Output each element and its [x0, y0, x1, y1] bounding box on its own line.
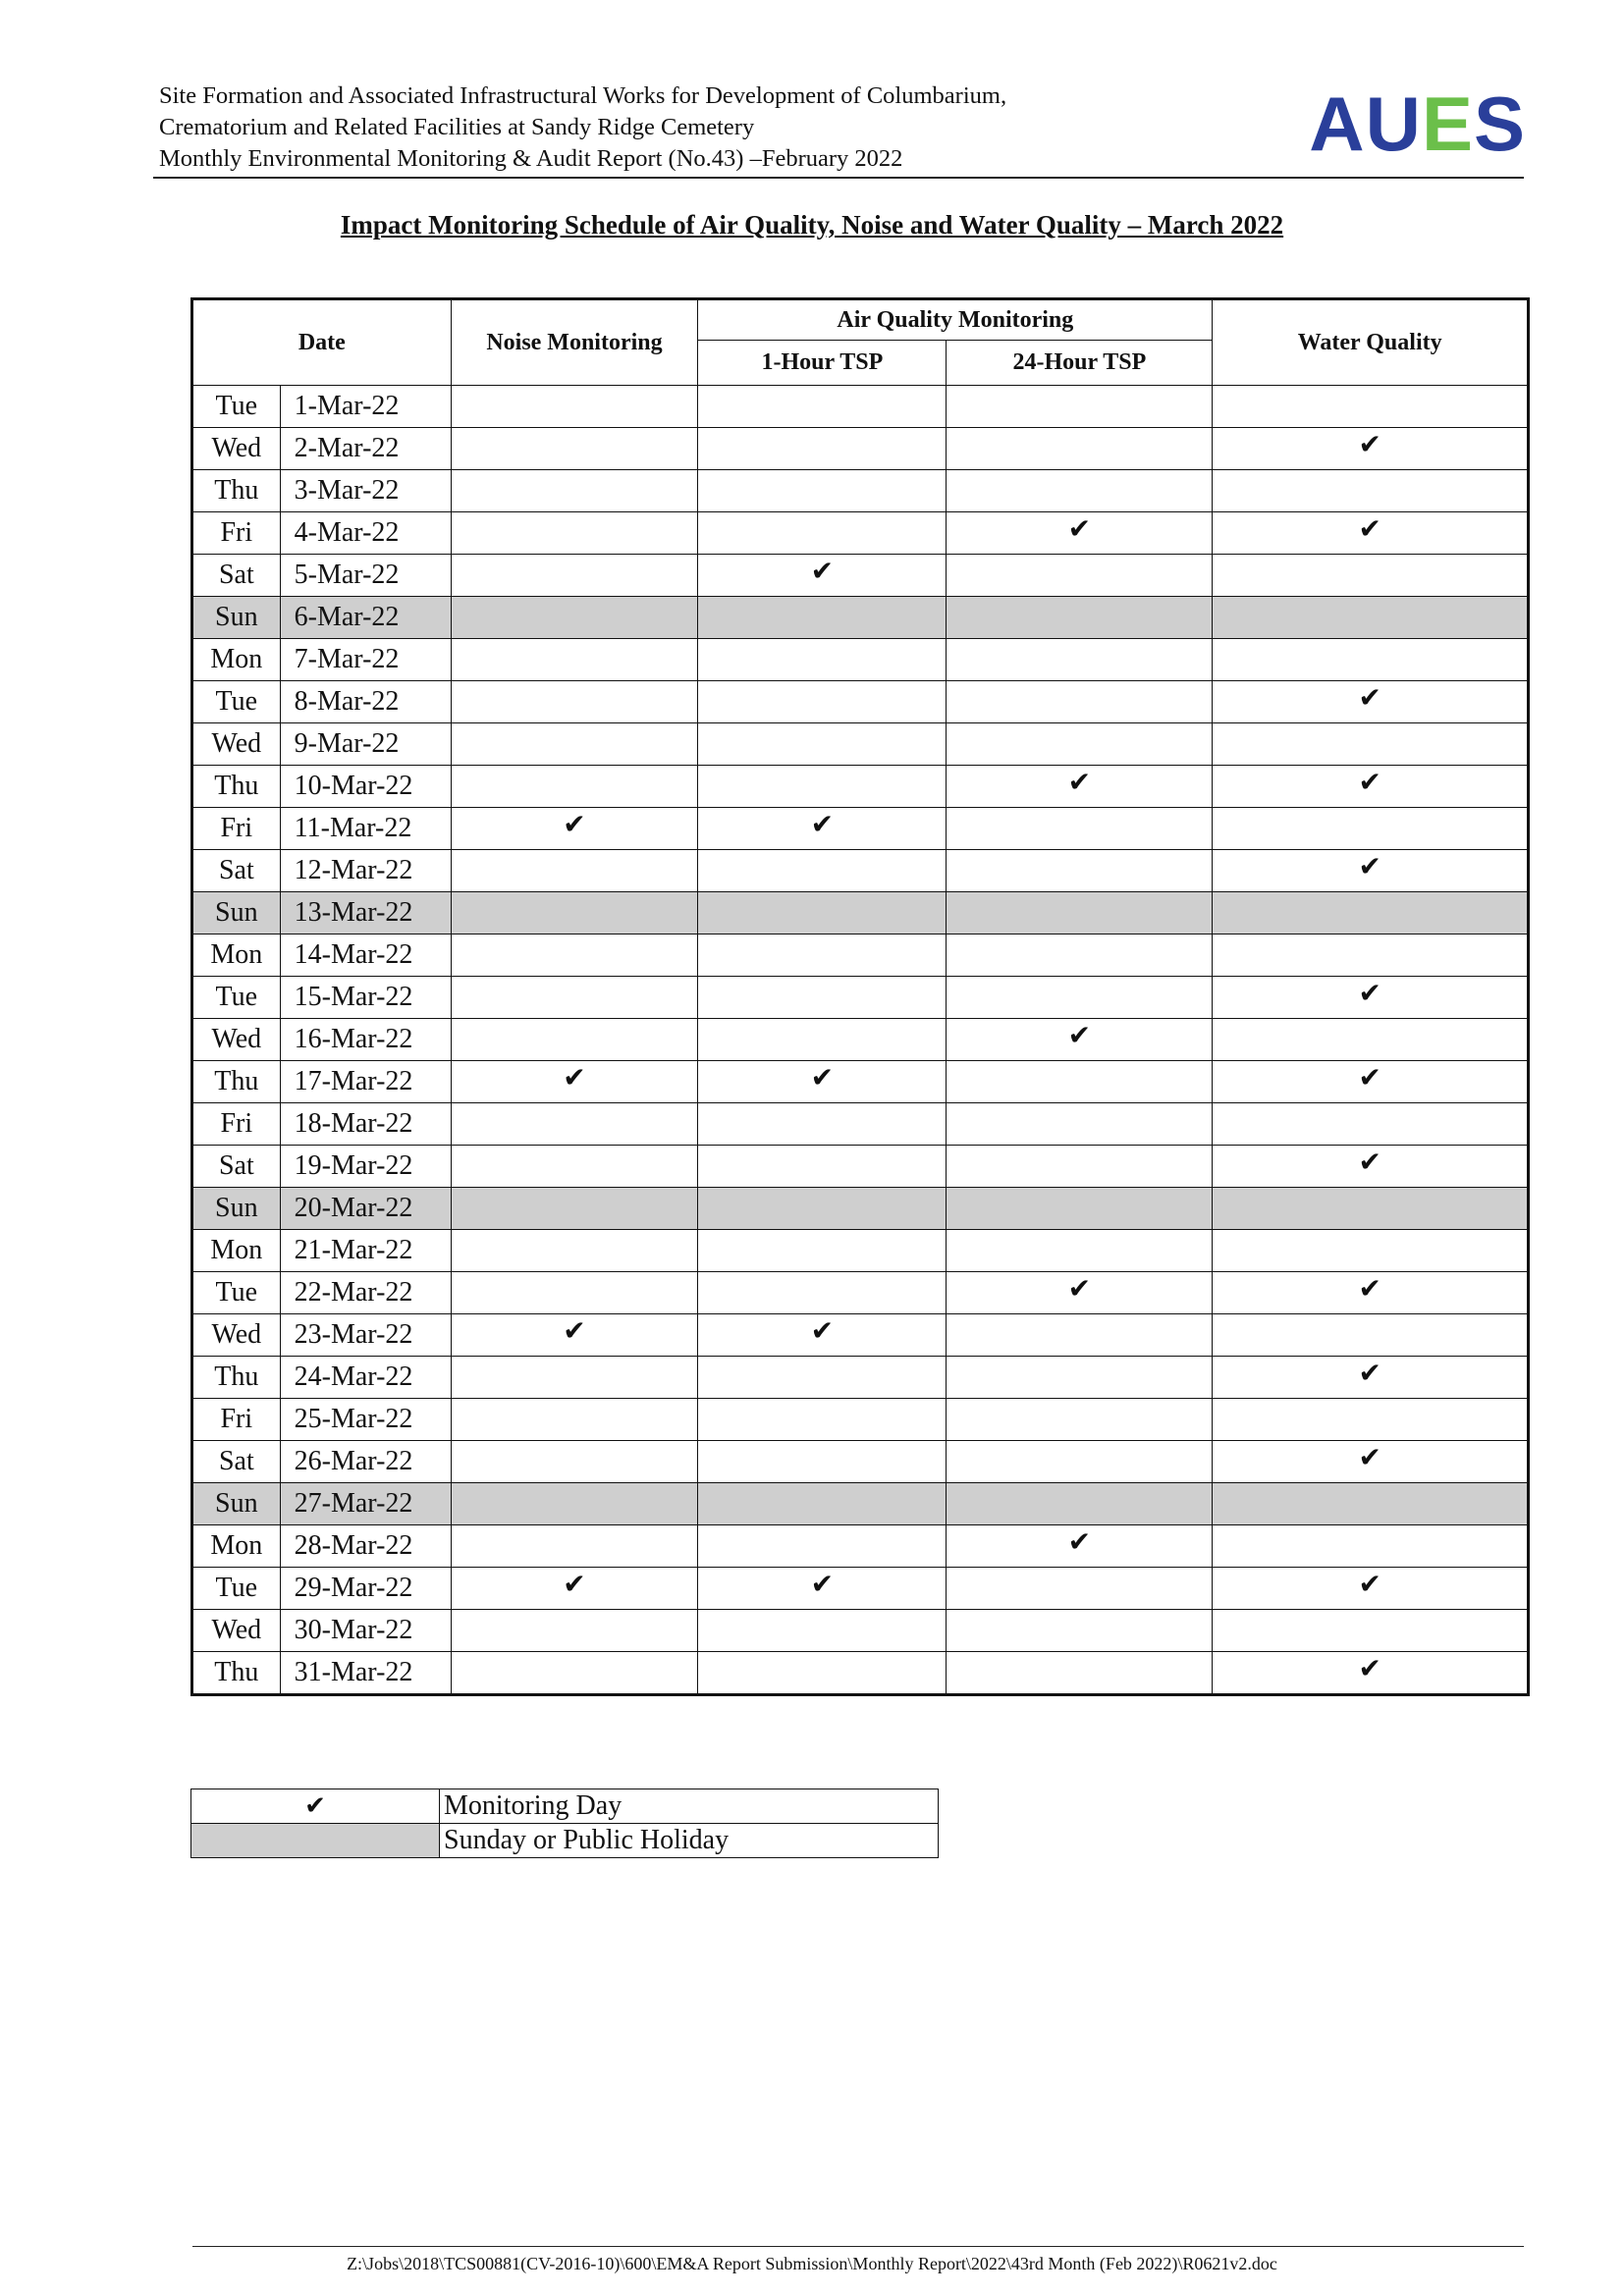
noise-cell: [451, 723, 698, 766]
table-row: [192, 512, 1529, 555]
checkmark-icon: ✔: [1358, 681, 1381, 714]
day-cell: Sun: [192, 1483, 281, 1525]
day-cell: Sat: [192, 1441, 281, 1483]
date-cell: 5-Mar-22: [280, 555, 451, 597]
table-row: [192, 386, 1529, 428]
water-quality-cell: [1213, 1146, 1529, 1188]
header-air-quality: Air Quality Monitoring: [698, 299, 1213, 341]
checkmark-icon: ✔: [810, 1314, 835, 1347]
date-cell: 17-Mar-22: [280, 1061, 451, 1103]
noise-cell: [451, 977, 698, 1019]
header-line-2: Crematorium and Related Facilities at Sandy Ridge Cemetery: [159, 114, 755, 140]
day-cell: Mon: [192, 1525, 281, 1568]
table-row: [192, 723, 1529, 766]
noise-cell: [451, 1610, 698, 1652]
water-quality-cell: [1213, 1314, 1529, 1357]
date-cell: 30-Mar-22: [280, 1610, 451, 1652]
checkmark-icon: ✔: [1067, 1272, 1092, 1305]
noise-cell: [451, 934, 698, 977]
noise-cell: [451, 808, 698, 850]
table-row: [192, 1019, 1529, 1061]
water-quality-cell: [1213, 1441, 1529, 1483]
tsp-24hour-cell: [947, 1568, 1213, 1610]
table-row: [192, 1230, 1529, 1272]
table-row: [192, 1568, 1529, 1610]
table-row: [192, 1483, 1529, 1525]
tsp-1hour-cell: [698, 1610, 947, 1652]
tsp-1hour-cell: [698, 892, 947, 934]
checkmark-icon: ✔: [1358, 1272, 1381, 1305]
checkmark-icon: ✔: [1358, 766, 1381, 798]
noise-cell: [451, 1188, 698, 1230]
noise-cell: [451, 1272, 698, 1314]
date-cell: 21-Mar-22: [280, 1230, 451, 1272]
tsp-1hour-cell: [698, 808, 947, 850]
date-cell: 20-Mar-22: [280, 1188, 451, 1230]
date-cell: 24-Mar-22: [280, 1357, 451, 1399]
noise-cell: [451, 1483, 698, 1525]
day-cell: Wed: [192, 1314, 281, 1357]
noise-cell: [451, 470, 698, 512]
tsp-1hour-cell: [698, 766, 947, 808]
logo-part-3: S: [1473, 80, 1526, 167]
water-quality-cell: [1213, 1019, 1529, 1061]
day-cell: Thu: [192, 766, 281, 808]
water-quality-cell: [1213, 1525, 1529, 1568]
tsp-1hour-cell: [698, 1568, 947, 1610]
tsp-24hour-cell: [947, 1019, 1213, 1061]
water-quality-cell: [1213, 1399, 1529, 1441]
legend-holiday-label: Sunday or Public Holiday: [440, 1824, 939, 1858]
checkmark-icon: ✔: [1358, 977, 1381, 1009]
water-quality-cell: [1213, 681, 1529, 723]
page-title-wrap: [0, 210, 1624, 240]
aues-logo: [1309, 80, 1526, 167]
checkmark-icon: ✔: [1358, 1568, 1381, 1600]
legend-row-holiday: [191, 1824, 939, 1858]
checkmark-icon: ✔: [1358, 1441, 1381, 1473]
water-quality-cell: [1213, 1103, 1529, 1146]
tsp-1hour-cell: [698, 850, 947, 892]
day-cell: Sat: [192, 1146, 281, 1188]
header-noise: Noise Monitoring: [451, 299, 698, 386]
date-cell: 16-Mar-22: [280, 1019, 451, 1061]
header-1hour-tsp: 1-Hour TSP: [698, 341, 947, 386]
tsp-1hour-cell: [698, 470, 947, 512]
checkmark-icon: ✔: [1358, 1146, 1381, 1178]
date-cell: 31-Mar-22: [280, 1652, 451, 1695]
tsp-1hour-cell: [698, 1146, 947, 1188]
header-line-1: Site Formation and Associated Infrastructural Works for Development of Columbarium,: [159, 82, 1007, 109]
checkmark-icon: ✔: [1358, 850, 1381, 882]
water-quality-cell: [1213, 386, 1529, 428]
tsp-24hour-cell: [947, 1103, 1213, 1146]
tsp-1hour-cell: [698, 723, 947, 766]
day-cell: Thu: [192, 470, 281, 512]
date-cell: 19-Mar-22: [280, 1146, 451, 1188]
noise-cell: [451, 1525, 698, 1568]
checkmark-icon: ✔: [563, 1568, 586, 1600]
header-line-3: Monthly Environmental Monitoring & Audit Report (No.43) –February 2022: [159, 145, 903, 172]
tsp-24hour-cell: [947, 386, 1213, 428]
legend-monitoring-label: Monitoring Day: [440, 1789, 939, 1824]
tsp-24hour-cell: [947, 766, 1213, 808]
tsp-1hour-cell: [698, 428, 947, 470]
day-cell: Mon: [192, 934, 281, 977]
date-cell: 15-Mar-22: [280, 977, 451, 1019]
day-cell: Wed: [192, 1610, 281, 1652]
table-row: [192, 1061, 1529, 1103]
day-cell: Sat: [192, 850, 281, 892]
checkmark-icon: ✔: [1067, 512, 1092, 545]
water-quality-cell: [1213, 934, 1529, 977]
noise-cell: [451, 1568, 698, 1610]
table-row: [192, 639, 1529, 681]
tsp-1hour-cell: [698, 597, 947, 639]
table-row: [192, 428, 1529, 470]
tsp-24hour-cell: [947, 1441, 1213, 1483]
water-quality-cell: [1213, 1568, 1529, 1610]
monitoring-schedule-table: [190, 297, 1530, 1696]
noise-cell: [451, 892, 698, 934]
schedule-body: [192, 386, 1529, 1695]
day-cell: Sat: [192, 555, 281, 597]
tsp-1hour-cell: [698, 1357, 947, 1399]
water-quality-cell: [1213, 850, 1529, 892]
table-row: [192, 555, 1529, 597]
table-row: [192, 850, 1529, 892]
table-row: [192, 1146, 1529, 1188]
noise-cell: [451, 1103, 698, 1146]
noise-cell: [451, 555, 698, 597]
tsp-24hour-cell: [947, 681, 1213, 723]
water-quality-cell: [1213, 766, 1529, 808]
day-cell: Sun: [192, 892, 281, 934]
checkmark-icon: ✔: [810, 555, 835, 587]
date-cell: 23-Mar-22: [280, 1314, 451, 1357]
legend-table: [190, 1789, 939, 1858]
tsp-1hour-cell: [698, 1019, 947, 1061]
tsp-24hour-cell: [947, 1610, 1213, 1652]
checkmark-icon: ✔: [1067, 1019, 1092, 1051]
tsp-24hour-cell: [947, 1357, 1213, 1399]
table-row: [192, 977, 1529, 1019]
table-row: [192, 597, 1529, 639]
water-quality-cell: [1213, 723, 1529, 766]
header-water-quality: Water Quality: [1213, 299, 1529, 386]
date-cell: 14-Mar-22: [280, 934, 451, 977]
legend-row-monitoring: [191, 1789, 939, 1824]
day-cell: Tue: [192, 681, 281, 723]
tsp-1hour-cell: [698, 1272, 947, 1314]
water-quality-cell: [1213, 1652, 1529, 1695]
header-24hour-tsp: 24-Hour TSP: [947, 341, 1213, 386]
day-cell: Fri: [192, 808, 281, 850]
date-cell: 13-Mar-22: [280, 892, 451, 934]
noise-cell: [451, 1230, 698, 1272]
tsp-24hour-cell: [947, 1314, 1213, 1357]
day-cell: Wed: [192, 1019, 281, 1061]
table-row: [192, 1188, 1529, 1230]
date-cell: 6-Mar-22: [280, 597, 451, 639]
logo-part-1: AU: [1309, 80, 1422, 167]
noise-cell: [451, 386, 698, 428]
checkmark-icon: ✔: [563, 1314, 586, 1347]
day-cell: Fri: [192, 1399, 281, 1441]
table-row: [192, 808, 1529, 850]
tsp-1hour-cell: [698, 1483, 947, 1525]
page-title: Impact Monitoring Schedule of Air Quality, Noise and Water Quality – March 2022: [340, 210, 1284, 240]
tsp-24hour-cell: [947, 597, 1213, 639]
tsp-1hour-cell: [698, 681, 947, 723]
tsp-1hour-cell: [698, 1061, 947, 1103]
logo-part-2: E: [1421, 80, 1474, 167]
day-cell: Thu: [192, 1357, 281, 1399]
water-quality-cell: [1213, 1188, 1529, 1230]
checkmark-icon: ✔: [1067, 766, 1092, 798]
checkmark-icon: ✔: [1358, 1652, 1381, 1684]
tsp-24hour-cell: [947, 1483, 1213, 1525]
date-cell: 4-Mar-22: [280, 512, 451, 555]
checkmark-icon: ✔: [563, 808, 586, 840]
date-cell: 11-Mar-22: [280, 808, 451, 850]
day-cell: Thu: [192, 1652, 281, 1695]
tsp-24hour-cell: [947, 934, 1213, 977]
water-quality-cell: [1213, 1483, 1529, 1525]
tsp-1hour-cell: [698, 512, 947, 555]
table-row: [192, 934, 1529, 977]
tsp-24hour-cell: [947, 1188, 1213, 1230]
table-row: [192, 1610, 1529, 1652]
water-quality-cell: [1213, 428, 1529, 470]
tsp-24hour-cell: [947, 1146, 1213, 1188]
day-cell: Fri: [192, 1103, 281, 1146]
footer-divider: [192, 2246, 1524, 2247]
table-row: [192, 1441, 1529, 1483]
noise-cell: [451, 681, 698, 723]
day-cell: Mon: [192, 1230, 281, 1272]
tsp-24hour-cell: [947, 470, 1213, 512]
tsp-1hour-cell: [698, 639, 947, 681]
day-cell: Tue: [192, 977, 281, 1019]
noise-cell: [451, 1399, 698, 1441]
noise-cell: [451, 1357, 698, 1399]
tsp-24hour-cell: [947, 512, 1213, 555]
water-quality-cell: [1213, 555, 1529, 597]
checkmark-icon: ✔: [810, 808, 835, 840]
date-cell: 22-Mar-22: [280, 1272, 451, 1314]
date-cell: 1-Mar-22: [280, 386, 451, 428]
table-row: [192, 766, 1529, 808]
checkmark-icon: ✔: [1067, 1525, 1092, 1558]
tsp-24hour-cell: [947, 1525, 1213, 1568]
holiday-swatch: [191, 1824, 440, 1858]
water-quality-cell: [1213, 808, 1529, 850]
water-quality-cell: [1213, 977, 1529, 1019]
tsp-1hour-cell: [698, 934, 947, 977]
day-cell: Fri: [192, 512, 281, 555]
day-cell: Sun: [192, 1188, 281, 1230]
tsp-1hour-cell: [698, 1441, 947, 1483]
day-cell: Wed: [192, 428, 281, 470]
table-row: [192, 1357, 1529, 1399]
date-cell: 9-Mar-22: [280, 723, 451, 766]
date-cell: 12-Mar-22: [280, 850, 451, 892]
date-cell: 27-Mar-22: [280, 1483, 451, 1525]
date-cell: 10-Mar-22: [280, 766, 451, 808]
table-row: [192, 1314, 1529, 1357]
water-quality-cell: [1213, 470, 1529, 512]
date-cell: 3-Mar-22: [280, 470, 451, 512]
date-cell: 26-Mar-22: [280, 1441, 451, 1483]
tsp-1hour-cell: [698, 1652, 947, 1695]
table-row: [192, 1399, 1529, 1441]
water-quality-cell: [1213, 512, 1529, 555]
water-quality-cell: [1213, 1357, 1529, 1399]
noise-cell: [451, 512, 698, 555]
date-cell: 28-Mar-22: [280, 1525, 451, 1568]
table-row: [192, 892, 1529, 934]
water-quality-cell: [1213, 597, 1529, 639]
noise-cell: [451, 639, 698, 681]
table-row: [192, 1652, 1529, 1695]
noise-cell: [451, 1019, 698, 1061]
noise-cell: [451, 1061, 698, 1103]
water-quality-cell: [1213, 1272, 1529, 1314]
date-cell: 8-Mar-22: [280, 681, 451, 723]
noise-cell: [451, 766, 698, 808]
tsp-1hour-cell: [698, 977, 947, 1019]
noise-cell: [451, 1441, 698, 1483]
checkmark-icon: ✔: [1358, 1357, 1381, 1389]
header-date: Date: [192, 299, 452, 386]
tsp-24hour-cell: [947, 892, 1213, 934]
noise-cell: [451, 428, 698, 470]
date-cell: 18-Mar-22: [280, 1103, 451, 1146]
date-cell: 29-Mar-22: [280, 1568, 451, 1610]
water-quality-cell: [1213, 639, 1529, 681]
tsp-24hour-cell: [947, 1652, 1213, 1695]
table-row: [192, 470, 1529, 512]
table-row: [192, 1525, 1529, 1568]
noise-cell: [451, 850, 698, 892]
tsp-1hour-cell: [698, 386, 947, 428]
day-cell: Tue: [192, 1272, 281, 1314]
date-cell: 25-Mar-22: [280, 1399, 451, 1441]
tsp-24hour-cell: [947, 850, 1213, 892]
tsp-24hour-cell: [947, 1272, 1213, 1314]
table-header-row-1: [192, 299, 1529, 341]
checkmark-icon: ✔: [563, 1061, 586, 1094]
tsp-24hour-cell: [947, 723, 1213, 766]
tsp-24hour-cell: [947, 639, 1213, 681]
footer-file-path: Z:\Jobs\2018\TCS00881(CV-2016-10)\600\EM&A Report Submission\Monthly Report\2022\43rd Month (Feb 2022)\R0621v2.doc: [347, 2254, 1277, 2273]
table-row: [192, 1103, 1529, 1146]
checkmark-icon: ✔: [191, 1789, 440, 1824]
water-quality-cell: [1213, 1061, 1529, 1103]
table-row: [192, 681, 1529, 723]
header-divider: [153, 177, 1524, 179]
day-cell: Wed: [192, 723, 281, 766]
water-quality-cell: [1213, 892, 1529, 934]
day-cell: Tue: [192, 386, 281, 428]
day-cell: Mon: [192, 639, 281, 681]
checkmark-icon: ✔: [810, 1061, 835, 1094]
tsp-1hour-cell: [698, 1103, 947, 1146]
tsp-24hour-cell: [947, 555, 1213, 597]
tsp-1hour-cell: [698, 555, 947, 597]
tsp-1hour-cell: [698, 1230, 947, 1272]
noise-cell: [451, 1652, 698, 1695]
tsp-1hour-cell: [698, 1314, 947, 1357]
tsp-1hour-cell: [698, 1525, 947, 1568]
day-cell: Thu: [192, 1061, 281, 1103]
tsp-24hour-cell: [947, 1230, 1213, 1272]
tsp-24hour-cell: [947, 1399, 1213, 1441]
date-cell: 7-Mar-22: [280, 639, 451, 681]
tsp-1hour-cell: [698, 1399, 947, 1441]
table-row: [192, 1272, 1529, 1314]
water-quality-cell: [1213, 1230, 1529, 1272]
water-quality-cell: [1213, 1610, 1529, 1652]
tsp-24hour-cell: [947, 977, 1213, 1019]
noise-cell: [451, 597, 698, 639]
checkmark-icon: ✔: [1358, 1061, 1381, 1094]
noise-cell: [451, 1314, 698, 1357]
tsp-1hour-cell: [698, 1188, 947, 1230]
checkmark-icon: ✔: [810, 1568, 835, 1600]
checkmark-icon: ✔: [1358, 428, 1381, 460]
tsp-24hour-cell: [947, 428, 1213, 470]
date-cell: 2-Mar-22: [280, 428, 451, 470]
tsp-24hour-cell: [947, 808, 1213, 850]
tsp-24hour-cell: [947, 1061, 1213, 1103]
day-cell: Tue: [192, 1568, 281, 1610]
day-cell: Sun: [192, 597, 281, 639]
checkmark-icon: ✔: [1358, 512, 1381, 545]
noise-cell: [451, 1146, 698, 1188]
